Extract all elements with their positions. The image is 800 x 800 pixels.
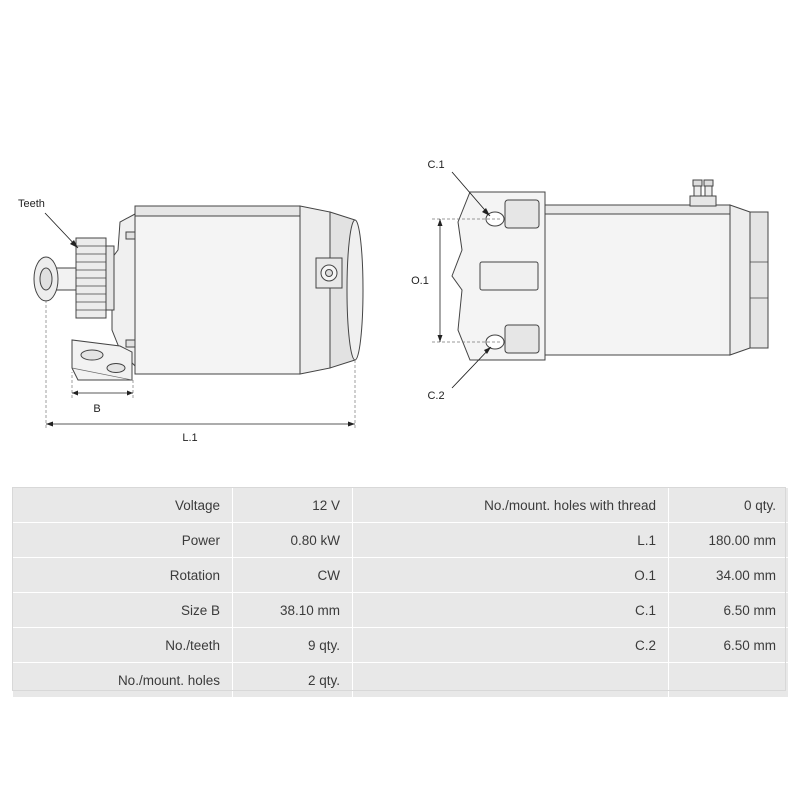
spec-label: Power [13, 523, 233, 558]
teeth-callout [45, 213, 78, 248]
table-row [13, 593, 789, 628]
spec-label: No./mount. holes [13, 663, 233, 698]
spec-value: 2 qty. [233, 663, 353, 698]
spec-value: 12 V [233, 488, 353, 523]
table-row [13, 628, 789, 663]
spec-label: O.1 [353, 558, 669, 593]
spec-label: C.1 [353, 593, 669, 628]
spec-label: No./teeth [13, 628, 233, 663]
spec-value: 180.00 mm [669, 523, 789, 558]
side-view-group [34, 206, 363, 380]
label-c1: C.1 [427, 159, 445, 171]
spec-value: 6.50 mm [669, 628, 789, 663]
spec-label: Size B [13, 593, 233, 628]
table-row [13, 663, 789, 698]
spec-empty-cell [353, 663, 669, 698]
specification-table [12, 487, 788, 698]
spec-label: No./mount. holes with thread [353, 488, 669, 523]
label-c2: C.2 [427, 390, 445, 402]
table-row [13, 558, 789, 593]
front-view-group [452, 180, 768, 360]
spec-label: Rotation [13, 558, 233, 593]
spec-value: 9 qty. [233, 628, 353, 663]
spec-label: Voltage [13, 488, 233, 523]
spec-label: L.1 [353, 523, 669, 558]
spec-value: CW [233, 558, 353, 593]
spec-value: 6.50 mm [669, 593, 789, 628]
spec-value: 34.00 mm [669, 558, 789, 593]
label-length-l1: L.1 [182, 432, 198, 444]
spec-value: 38.10 mm [233, 593, 353, 628]
table-row [13, 523, 789, 558]
label-teeth: Teeth [18, 198, 45, 210]
spec-empty-cell [669, 663, 789, 698]
spec-table [12, 487, 789, 698]
spec-value: 0 qty. [669, 488, 789, 523]
spec-value: 0.80 kW [233, 523, 353, 558]
label-size-b: B [93, 403, 101, 415]
label-o1: O.1 [411, 275, 429, 287]
table-row [13, 488, 789, 523]
spec-label: C.2 [353, 628, 669, 663]
